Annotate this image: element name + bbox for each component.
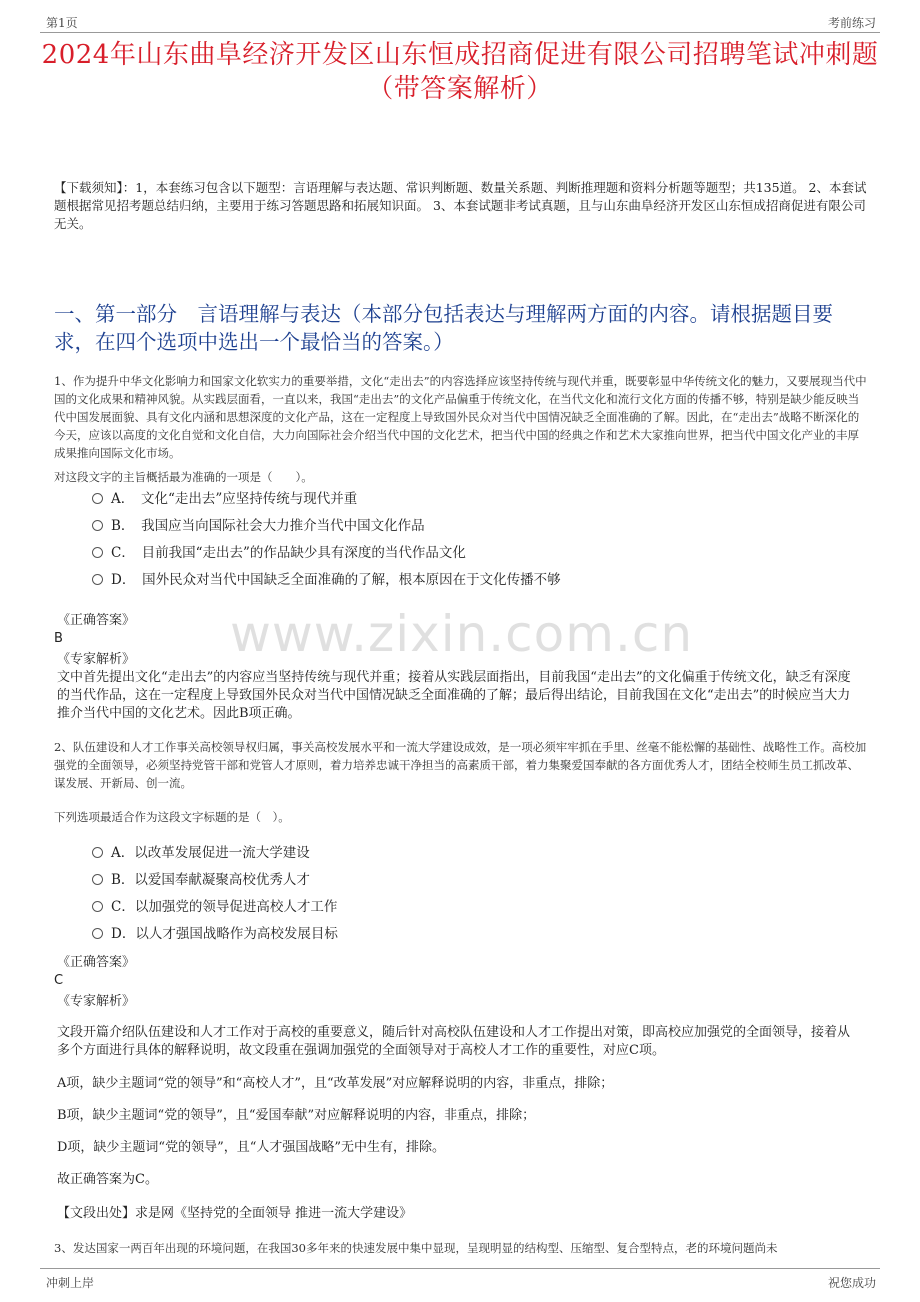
question-1-text: 1、作为提升中华文化影响力和国家文化软实力的重要举措，文化“走出去”的内容选择应该坚持传统与现代并重，既要彰显中华传统文化的魅力，又要展现当代中国的文化成果和精神风貌。从实践层面看，一直以来，我国“走出去”的文化产品偏重于传统文化，在当代文化和流行文化方面的传播不够，特别是缺少能反映当代中国发展面貌、具有文化内涵和思想深度的文化产品，这在一定程度上导致国外民众对当代中国情况缺乏全面准确的了解。因此，在“走出去”战略不断深化的今天，应该以高度的文化自觉和文化自信，大力向国际社会介绍当代中国的文化艺术，把当代中国的经典之作和艺术大家推向世界，把当代中国文化产业的丰厚成果推向国际文化市场。 bbox=[54, 374, 867, 460]
radio-icon[interactable] bbox=[92, 901, 103, 912]
question-1-option-a[interactable] bbox=[92, 490, 357, 508]
footer-left: 冲刺上岸 bbox=[46, 1276, 95, 1290]
radio-icon[interactable] bbox=[92, 928, 103, 939]
question-1-answer: B bbox=[54, 631, 63, 646]
download-notice: 【下载须知】：1，本套练习包含以下题型：言语理解与表达题、常识判断题、数量关系题、判断推理题和资料分析题等题型；共135道。 2、本套试题根据常见招考题总结归纳，主要用于练习答题思路和拓展知识面。 3、本套试题非考试真题，且与山东曲阜经济开发区山东恒成招商促进有限公司无关。 bbox=[54, 180, 867, 231]
option-label: B．以爱国奉献凝聚高校优秀人才 bbox=[111, 872, 310, 888]
question-2-conclusion: 故正确答案为C。 bbox=[57, 1172, 158, 1187]
question-1-option-b[interactable] bbox=[92, 517, 425, 535]
option-label: D． 国外民众对当代中国缺乏全面准确的了解，根本原因在于文化传播不够 bbox=[111, 572, 561, 588]
option-label: D．以人才强国战略作为高校发展目标 bbox=[111, 926, 338, 942]
radio-icon[interactable] bbox=[92, 547, 103, 558]
radio-icon[interactable] bbox=[92, 574, 103, 585]
question-2-answer-label: 《正确答案》 bbox=[57, 955, 136, 970]
question-2-note-a: A项，缺少主题词“党的领导”和“高校人才”，且“改革发展”对应解释说明的内容，非重点，排除； bbox=[57, 1076, 614, 1091]
question-2-option-d[interactable] bbox=[92, 925, 338, 943]
radio-icon[interactable] bbox=[92, 847, 103, 858]
question-2-note-d: D项，缺少主题词“党的领导”，且“人才强国战略”无中生有，排除。 bbox=[57, 1140, 446, 1155]
option-label: A． 文化“走出去”应坚持传统与现代并重 bbox=[111, 491, 358, 507]
document-title: 2024年山东曲阜经济开发区山东恒成招商促进有限公司招聘笔试冲刺题（带答案解析） bbox=[41, 40, 879, 104]
question-1-answer-label: 《正确答案》 bbox=[57, 613, 136, 628]
question-2-text: 2、队伍建设和人才工作事关高校领导权归属，事关高校发展水平和一流大学建设成效，是一项必须牢牢抓在手里、丝毫不能松懈的基础性、战略性工作。高校加强党的全面领导，必须坚持党管干部和党管人才原则，着力培养忠诚干净担当的高素质干部，着力集聚爱国奉献的各方面优秀人才，团结全校师生员工抓改革、谋发展、开新局、创一流。 bbox=[54, 740, 867, 790]
question-1-prompt: 对这段文字的主旨概括最为准确的一项是（ ）。 bbox=[54, 470, 313, 484]
page-number: 第1页 bbox=[46, 16, 78, 30]
footer-divider bbox=[40, 1268, 880, 1269]
radio-icon[interactable] bbox=[92, 520, 103, 531]
question-2-option-c[interactable] bbox=[92, 898, 337, 916]
radio-icon[interactable] bbox=[92, 874, 103, 885]
question-2-analysis: 文段开篇介绍队伍建设和人才工作对于高校的重要意义，随后针对高校队伍建设和人才工作提出对策，即高校应加强党的全面领导，接着从多个方面进行具体的解释说明，故文段重在强调加强党的全面领导对于高校人才工作的重要性，对应C项。 bbox=[57, 1025, 851, 1058]
question-2-answer: C bbox=[54, 973, 64, 988]
watermark: www.zixin.com.cn bbox=[230, 605, 694, 663]
question-2-prompt: 下列选项最适合作为这段文字标题的是（ ）。 bbox=[54, 810, 290, 824]
question-3-text: 3、发达国家一两百年出现的环境问题，在我国30多年来的快速发展中集中显现，呈现明显的结构型、压缩型、复合型特点，老的环境问题尚未 bbox=[54, 1241, 778, 1255]
option-label: C．以加强党的领导促进高校人才工作 bbox=[111, 899, 338, 915]
question-2-option-b[interactable] bbox=[92, 871, 310, 889]
option-label: B． 我国应当向国际社会大力推介当代中国文化作品 bbox=[111, 518, 425, 534]
header-label: 考前练习 bbox=[827, 16, 876, 30]
option-label: A．以改革发展促进一流大学建设 bbox=[111, 845, 310, 861]
question-1-analysis: 文中首先提出文化“走出去”的内容应当坚持传统与现代并重；接着从实践层面指出，目前我国“走出去”的文化偏重于传统文化，缺乏有深度的当代作品，这在一定程度上导致国外民众对当代中国情况缺乏全面准确的了解；最后得出结论，目前我国在文化“走出去”的时候应当大力推介当代中国的文化艺术。因此B项正确。 bbox=[57, 670, 851, 721]
section-heading: 一、第一部分 言语理解与表达（本部分包括表达与理解两方面的内容。请根据题目要求，在四个选项中选出一个最恰当的答案。） bbox=[54, 302, 833, 354]
radio-icon[interactable] bbox=[92, 493, 103, 504]
question-2-option-a[interactable] bbox=[92, 844, 310, 862]
footer-right: 祝您成功 bbox=[827, 1276, 876, 1290]
question-2-analysis-label: 《专家解析》 bbox=[57, 994, 136, 1009]
option-label: C． 目前我国“走出去”的作品缺少具有深度的当代作品文化 bbox=[111, 545, 466, 561]
question-2-source: 【文段出处】求是网《坚持党的全面领导 推进一流大学建设》 bbox=[57, 1206, 413, 1221]
question-1-option-c[interactable] bbox=[92, 544, 466, 562]
question-1-option-d[interactable] bbox=[92, 571, 561, 589]
question-2-note-b: B项，缺少主题词“党的领导”，且“爱国奉献”对应解释说明的内容，非重点，排除； bbox=[57, 1108, 536, 1123]
header-divider bbox=[40, 32, 880, 33]
question-1-analysis-label: 《专家解析》 bbox=[57, 652, 136, 667]
